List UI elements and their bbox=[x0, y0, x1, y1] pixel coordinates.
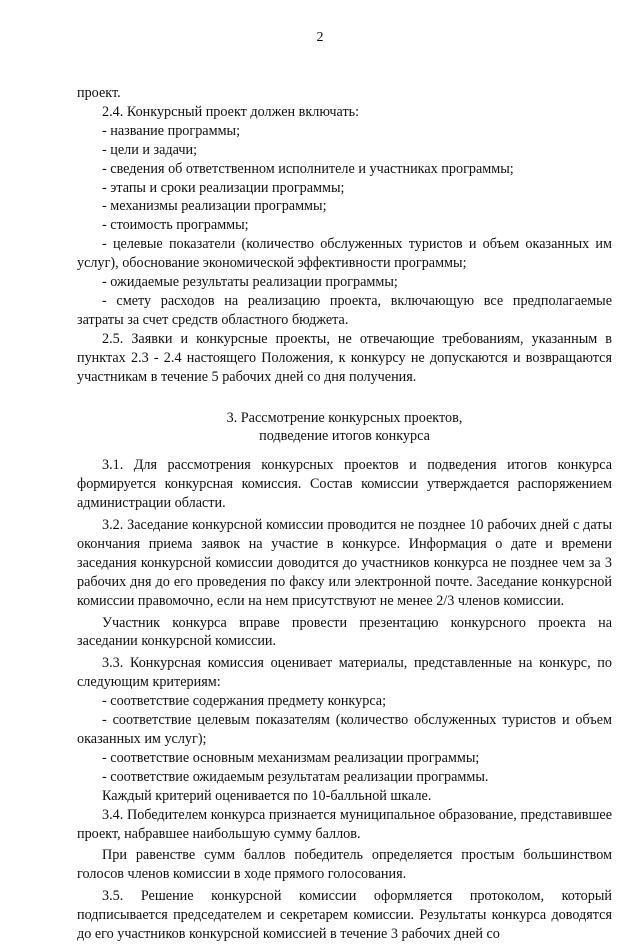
clause-3-4: 3.4. Победителем конкурса признается муниципальное образование, представившее проект, набравшее наибольшую сумму баллов. bbox=[77, 806, 612, 842]
list-item: - сведения об ответственном исполнителе и участниках программы; bbox=[102, 160, 514, 177]
criteria-item: - соответствие целевым показателям (количество обслуженных туристов и объем оказанных им услуг); bbox=[77, 712, 612, 747]
criteria-item: - соответствие основным механизмам реализации программы; bbox=[102, 749, 480, 766]
list-item: - стоимость программы; bbox=[102, 217, 249, 234]
section-heading bbox=[77, 409, 612, 447]
clause-3-2-presentation: Участник конкурса вправе провести презентацию конкурсного проекта на заседании конкурсной комиссии. bbox=[77, 614, 612, 650]
list-item: - этапы и сроки реализации программы; bbox=[102, 179, 345, 196]
clause-2-5: 2.5. Заявки и конкурсные проекты, не отвечающие требованиям, указанным в пунктах 2.3 - 2.4 настоящего Положения, к конкурсу не допускаются и возвращаются участникам в течение 5 рабочих дней со дня получения. bbox=[77, 330, 612, 385]
list-item: - цели и задачи; bbox=[102, 141, 198, 158]
page-number: 2 bbox=[316, 30, 324, 45]
clause-3-3-scale: Каждый критерий оценивается по 10-балльной шкале. bbox=[102, 787, 432, 804]
clause-2-4-intro: 2.4. Конкурсный проект должен включать: bbox=[102, 103, 360, 120]
list-item: - механизмы реализации программы; bbox=[102, 198, 327, 215]
criteria-item: - соответствие ожидаемым результатам реализации программы. bbox=[102, 768, 489, 785]
clause-3-1: 3.1. Для рассмотрения конкурсных проектов и подведения итогов конкурса формируется конкурсная комиссия. Состав комиссии утверждается распоряжением администрации области. bbox=[77, 457, 612, 512]
clause-3-3-intro: 3.3. Конкурсная комиссия оценивает материалы, представленные на конкурс, по следующим критериям: bbox=[77, 655, 612, 691]
list-item: - название программы; bbox=[102, 122, 241, 139]
clause-3-4-tie: При равенстве сумм баллов победитель определяется простым большинством голосов членов комиссии в ходе прямого голосования. bbox=[77, 847, 612, 883]
criteria-item: - соответствие содержания предмету конкурса; bbox=[102, 693, 387, 710]
list-item: - целевые показатели (количество обслуженных туристов и объем оказанных им услуг), обоснование экономической эффективности программы; bbox=[77, 236, 612, 272]
clause-3-5: 3.5. Решение конкурсной комиссии оформляется протоколом, который подписывается председателем и секретарем комиссии. Результаты конкурса доводятся до его участников конкурсной комиссией в течение 3 рабочих дней со bbox=[77, 888, 612, 943]
clause-3-2: 3.2. Заседание конкурсной комиссии проводится не позднее 10 рабочих дней с даты окончания приема заявок на участие в конкурсе. Информация о дате и времени заседания конкурсной комиссии доводится до участников конкурса не позднее чем за 3 рабочих дня до его проведения по факсу или электронной почте. Заседание конкурсной комиссии правомочно, если на нем присутствуют не менее 2/3 членов комиссии. bbox=[77, 517, 612, 609]
paragraph-continuation: проект. bbox=[77, 85, 121, 101]
document-body bbox=[77, 84, 612, 944]
section-heading-line1: 3. Рассмотрение конкурсных проектов, bbox=[226, 409, 463, 426]
list-item: - смету расходов на реализацию проекта, включающую все предполагаемые затраты за счет средств областного бюджета. bbox=[77, 292, 612, 328]
list-item: - ожидаемые результаты реализации программы; bbox=[102, 274, 398, 291]
section-heading-line2: подведение итогов конкурса bbox=[259, 428, 430, 445]
